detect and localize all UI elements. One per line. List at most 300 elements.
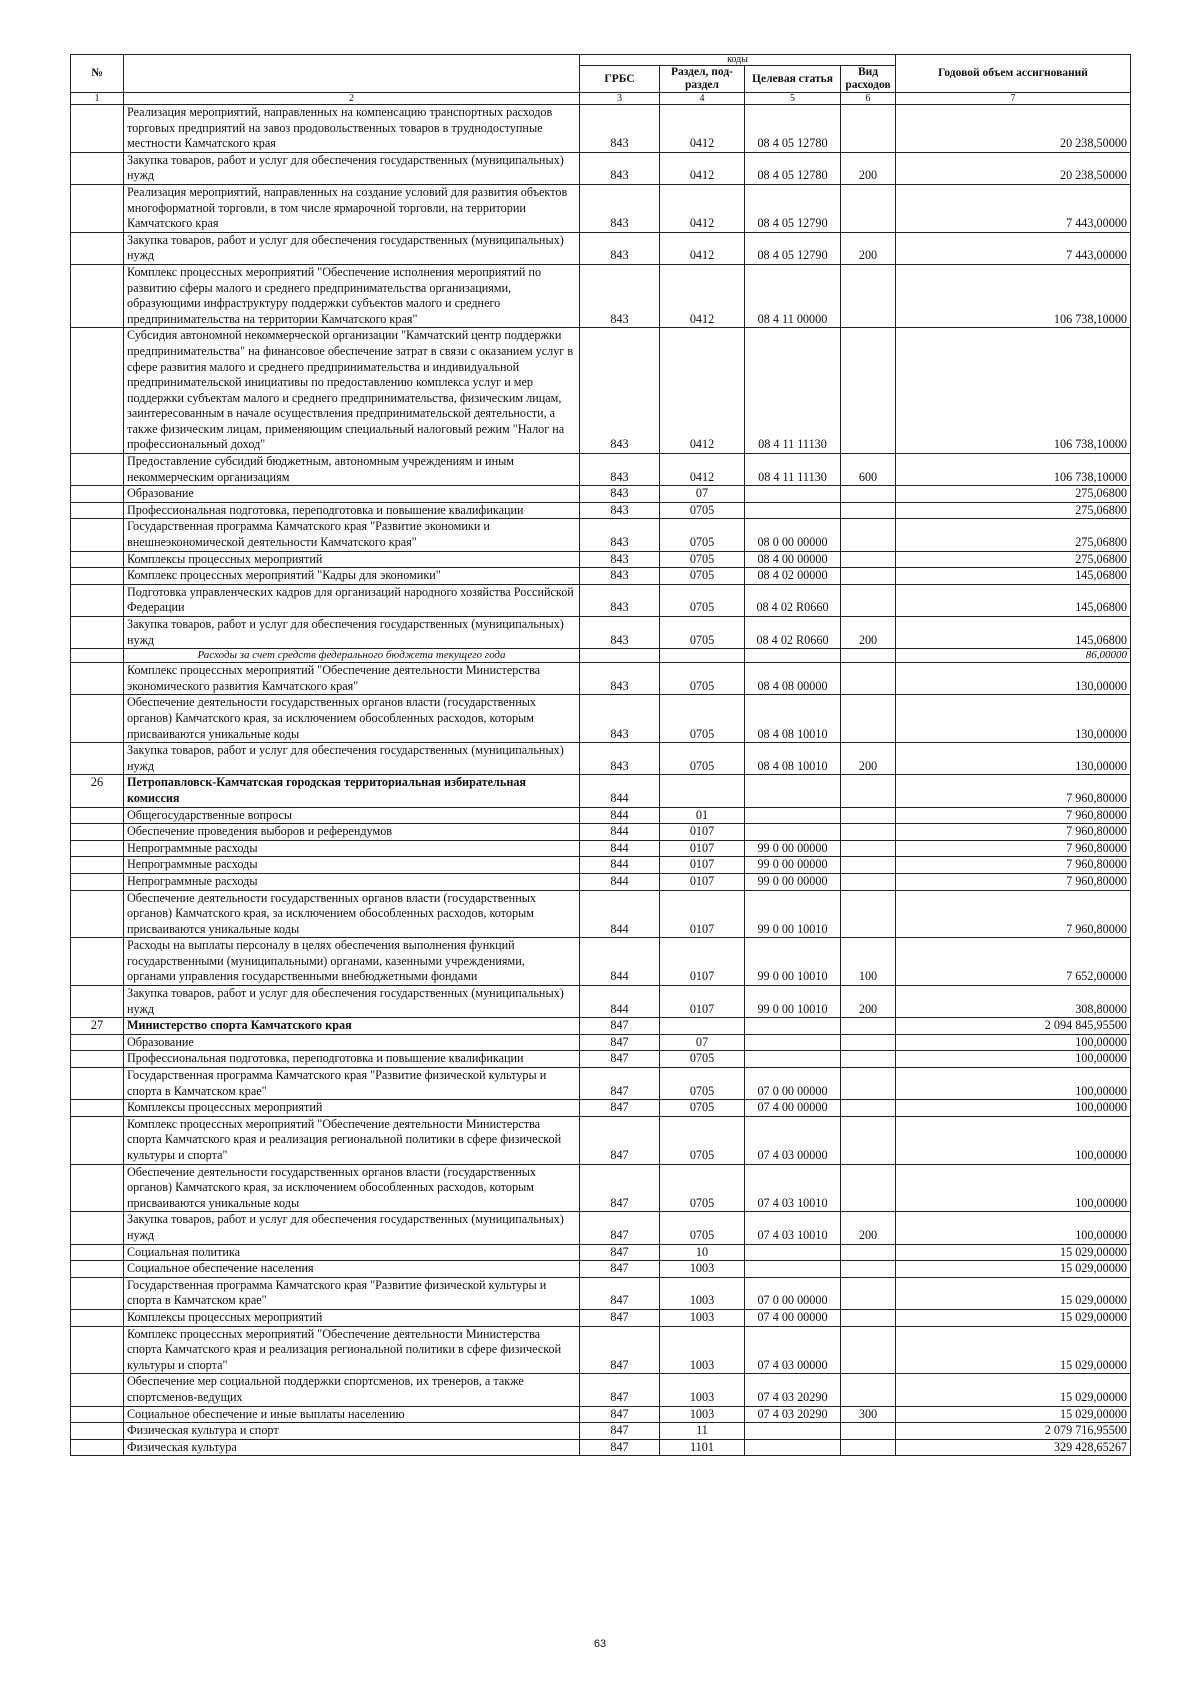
row-number xyxy=(71,890,124,938)
row-number xyxy=(71,502,124,519)
row-section: 0412 xyxy=(660,105,745,153)
row-name: Реализация мероприятий, направленных на создание условий для развития объектов многоформатной торговли, в том числе ярмарочной торговли, на территории Камчатского края xyxy=(124,184,580,232)
table-row xyxy=(71,184,1131,232)
row-section: 0705 xyxy=(660,551,745,568)
row-number xyxy=(71,1423,124,1440)
row-grbs: 847 xyxy=(580,1309,660,1326)
row-target xyxy=(745,1439,841,1456)
row-amount: 7 960,80000 xyxy=(896,775,1131,807)
table-row xyxy=(71,986,1131,1018)
row-number: 27 xyxy=(71,1018,124,1035)
row-name: Социальное обеспечение и иные выплаты населению xyxy=(124,1406,580,1423)
row-target: 08 0 00 00000 xyxy=(745,519,841,551)
row-amount: 15 029,00000 xyxy=(896,1277,1131,1309)
row-target xyxy=(745,1018,841,1035)
row-grbs: 843 xyxy=(580,519,660,551)
row-number xyxy=(71,232,124,264)
row-amount: 7 443,00000 xyxy=(896,184,1131,232)
row-type: 300 xyxy=(841,1406,896,1423)
row-type xyxy=(841,857,896,874)
row-target: 08 4 11 00000 xyxy=(745,264,841,327)
row-number xyxy=(71,1034,124,1051)
row-grbs: 844 xyxy=(580,807,660,824)
row-amount: 15 029,00000 xyxy=(896,1244,1131,1261)
row-name: Закупка товаров, работ и услуг для обеспечения государственных (муниципальных) нужд xyxy=(124,743,580,775)
row-type xyxy=(841,264,896,327)
row-amount: 275,06800 xyxy=(896,486,1131,503)
row-section: 07 xyxy=(660,486,745,503)
row-name: Закупка товаров, работ и услуг для обеспечения государственных (муниципальных) нужд xyxy=(124,1212,580,1244)
row-section: 0107 xyxy=(660,840,745,857)
row-name: Комплексы процессных мероприятий xyxy=(124,1309,580,1326)
row-section: 0705 xyxy=(660,568,745,585)
row-name: Петропавловск-Камчатская городская территориальная избирательная комиссия xyxy=(124,775,580,807)
row-number xyxy=(71,1164,124,1212)
row-name: Профессиональная подготовка, переподготовка и повышение квалификации xyxy=(124,502,580,519)
row-section: 1003 xyxy=(660,1261,745,1278)
row-number xyxy=(71,1100,124,1117)
row-type xyxy=(841,1116,896,1164)
row-type xyxy=(841,1374,896,1406)
row-section: 01 xyxy=(660,807,745,824)
row-number xyxy=(71,663,124,695)
row-grbs: 844 xyxy=(580,857,660,874)
row-grbs: 843 xyxy=(580,454,660,486)
row-target: 99 0 00 00000 xyxy=(745,840,841,857)
row-name: Обеспечение деятельности государственных органов власти (государственных органов) Камчатского края, за исключением обособленных расходов, которым присваиваются уникальные коды xyxy=(124,1164,580,1212)
row-target: 07 0 00 00000 xyxy=(745,1068,841,1100)
row-section: 0705 xyxy=(660,584,745,616)
row-name: Образование xyxy=(124,1034,580,1051)
row-name: Государственная программа Камчатского края "Развитие физической культуры и спорта в Камчатском крае" xyxy=(124,1068,580,1100)
row-name: Расходы за счет средств федерального бюджета текущего года xyxy=(124,649,580,663)
row-type: 100 xyxy=(841,938,896,986)
row-amount: 145,06800 xyxy=(896,617,1131,649)
row-grbs: 843 xyxy=(580,184,660,232)
row-amount: 7 652,00000 xyxy=(896,938,1131,986)
row-type xyxy=(841,695,896,743)
row-name: Физическая культура и спорт xyxy=(124,1423,580,1440)
colnum-2: 2 xyxy=(124,93,580,105)
row-type xyxy=(841,568,896,585)
row-section: 0412 xyxy=(660,232,745,264)
row-section: 0107 xyxy=(660,890,745,938)
row-number xyxy=(71,328,124,454)
row-section: 0412 xyxy=(660,454,745,486)
row-section: 0107 xyxy=(660,824,745,841)
table-row xyxy=(71,807,1131,824)
table-row xyxy=(71,551,1131,568)
budget-page xyxy=(70,54,1130,1456)
row-section xyxy=(660,649,745,663)
row-amount: 275,06800 xyxy=(896,551,1131,568)
row-number xyxy=(71,105,124,153)
row-number xyxy=(71,857,124,874)
header-column-numbers xyxy=(71,93,1131,105)
row-name: Комплекс процессных мероприятий "Кадры для экономики" xyxy=(124,568,580,585)
row-amount: 100,00000 xyxy=(896,1212,1131,1244)
row-type xyxy=(841,807,896,824)
row-type xyxy=(841,1261,896,1278)
row-amount: 145,06800 xyxy=(896,584,1131,616)
row-amount: 15 029,00000 xyxy=(896,1261,1131,1278)
row-type xyxy=(841,1244,896,1261)
row-name: Государственная программа Камчатского края "Развитие экономики и внешнеэкономической деятельности Камчатского края" xyxy=(124,519,580,551)
table-row xyxy=(71,649,1131,663)
row-type xyxy=(841,184,896,232)
row-number xyxy=(71,938,124,986)
row-target: 08 4 05 12790 xyxy=(745,232,841,264)
row-type xyxy=(841,486,896,503)
table-row xyxy=(71,890,1131,938)
row-target xyxy=(745,502,841,519)
row-target xyxy=(745,1423,841,1440)
row-name: Расходы на выплаты персоналу в целях обеспечения выполнения функций государственными (муниципальными) органами, казенными учреждениями, органами управления государственными внебюджетными фондами xyxy=(124,938,580,986)
row-target: 08 4 08 10010 xyxy=(745,695,841,743)
row-target: 08 4 11 11130 xyxy=(745,328,841,454)
row-amount: 100,00000 xyxy=(896,1051,1131,1068)
row-section xyxy=(660,1018,745,1035)
row-grbs: 847 xyxy=(580,1068,660,1100)
table-row xyxy=(71,617,1131,649)
row-target: 08 4 11 11130 xyxy=(745,454,841,486)
header-name xyxy=(124,55,580,93)
row-section: 0705 xyxy=(660,519,745,551)
row-type xyxy=(841,1164,896,1212)
row-target: 07 4 03 20290 xyxy=(745,1406,841,1423)
row-type xyxy=(841,840,896,857)
row-type xyxy=(841,1018,896,1035)
row-grbs: 847 xyxy=(580,1018,660,1035)
table-row xyxy=(71,1051,1131,1068)
row-name: Комплексы процессных мероприятий xyxy=(124,551,580,568)
row-type xyxy=(841,890,896,938)
row-name: Субсидия автономной некоммерческой организации "Камчатский центр поддержки предпринимательства" на финансовое обеспечение затрат в связи с оказанием услуг в сфере развития малого и среднего предпринимательства и индивидуальной предпринимательской инициативы по предоставлению комплекса услуг и мер поддержки субъектам малого и среднего предпринимательства, физическим лицам, заинтересованным в начале осуществления предпринимательской деятельности, а также физическим лицам, применяющим специальный налоговый режим "Налог на профессиональный доход" xyxy=(124,328,580,454)
row-type xyxy=(841,1051,896,1068)
table-row xyxy=(71,743,1131,775)
row-type xyxy=(841,328,896,454)
row-amount: 15 029,00000 xyxy=(896,1406,1131,1423)
row-amount: 145,06800 xyxy=(896,568,1131,585)
row-section: 0107 xyxy=(660,857,745,874)
row-target xyxy=(745,486,841,503)
row-name: Образование xyxy=(124,486,580,503)
row-name: Комплексы процессных мероприятий xyxy=(124,1100,580,1117)
row-target: 08 4 05 12790 xyxy=(745,184,841,232)
row-target: 07 4 03 00000 xyxy=(745,1326,841,1374)
table-row xyxy=(71,1212,1131,1244)
row-number xyxy=(71,824,124,841)
row-type xyxy=(841,1439,896,1456)
row-target: 07 0 00 00000 xyxy=(745,1277,841,1309)
table-row xyxy=(71,519,1131,551)
row-number xyxy=(71,264,124,327)
table-row xyxy=(71,105,1131,153)
row-amount: 7 960,80000 xyxy=(896,807,1131,824)
row-grbs: 843 xyxy=(580,663,660,695)
row-amount: 130,00000 xyxy=(896,695,1131,743)
row-amount: 7 960,80000 xyxy=(896,890,1131,938)
row-amount: 275,06800 xyxy=(896,519,1131,551)
row-type xyxy=(841,1034,896,1051)
row-grbs: 844 xyxy=(580,986,660,1018)
row-type xyxy=(841,873,896,890)
row-grbs: 843 xyxy=(580,105,660,153)
header-no: № xyxy=(71,55,124,93)
row-number xyxy=(71,1309,124,1326)
row-target: 99 0 00 00000 xyxy=(745,873,841,890)
row-name: Подготовка управленческих кадров для организаций народного хозяйства Российской Федерации xyxy=(124,584,580,616)
row-name: Обеспечение мер социальной поддержки спортсменов, их тренеров, а также спортсменов-ведущих xyxy=(124,1374,580,1406)
row-amount: 308,80000 xyxy=(896,986,1131,1018)
row-number: 26 xyxy=(71,775,124,807)
row-type xyxy=(841,105,896,153)
row-type xyxy=(841,1277,896,1309)
row-target xyxy=(745,807,841,824)
row-section: 0412 xyxy=(660,328,745,454)
budget-table xyxy=(70,54,1131,1456)
header-amount: Годовой объем ассигнований xyxy=(896,55,1131,93)
row-target: 07 4 03 00000 xyxy=(745,1116,841,1164)
row-amount: 106 738,10000 xyxy=(896,264,1131,327)
row-number xyxy=(71,152,124,184)
row-amount: 86,00000 xyxy=(896,649,1131,663)
row-type xyxy=(841,1068,896,1100)
page-number: 63 xyxy=(593,1638,607,1650)
table-row xyxy=(71,695,1131,743)
row-number xyxy=(71,1374,124,1406)
row-type xyxy=(841,1326,896,1374)
row-amount: 106 738,10000 xyxy=(896,328,1131,454)
row-target: 07 4 03 20290 xyxy=(745,1374,841,1406)
header-codes: коды xyxy=(580,55,896,66)
row-grbs: 847 xyxy=(580,1034,660,1051)
row-amount: 329 428,65267 xyxy=(896,1439,1131,1456)
row-name: Закупка товаров, работ и услуг для обеспечения государственных (муниципальных) нужд xyxy=(124,152,580,184)
row-name: Государственная программа Камчатского края "Развитие физической культуры и спорта в Камчатском крае" xyxy=(124,1277,580,1309)
row-target: 07 4 03 10010 xyxy=(745,1212,841,1244)
row-amount: 20 238,50000 xyxy=(896,152,1131,184)
row-type: 200 xyxy=(841,986,896,1018)
row-number xyxy=(71,184,124,232)
row-grbs: 847 xyxy=(580,1406,660,1423)
row-name: Обеспечение деятельности государственных органов власти (государственных органов) Камчатского края, за исключением обособленных расходов, которым присваиваются уникальные коды xyxy=(124,695,580,743)
row-name: Непрограммные расходы xyxy=(124,873,580,890)
row-amount: 100,00000 xyxy=(896,1034,1131,1051)
row-number xyxy=(71,1277,124,1309)
table-row xyxy=(71,1309,1131,1326)
row-number xyxy=(71,1116,124,1164)
row-grbs: 843 xyxy=(580,328,660,454)
table-body xyxy=(71,105,1131,1456)
row-number xyxy=(71,840,124,857)
row-amount: 100,00000 xyxy=(896,1164,1131,1212)
row-grbs: 847 xyxy=(580,1100,660,1117)
row-grbs: 843 xyxy=(580,584,660,616)
row-name: Комплекс процессных мероприятий "Обеспечение исполнения мероприятий по развитию сферы малого и среднего предпринимательства организациями, образующими инфраструктуру поддержки субъектов малого и среднего предпринимательства на территории Камчатского края" xyxy=(124,264,580,327)
row-number xyxy=(71,1406,124,1423)
colnum-3: 3 xyxy=(580,93,660,105)
row-grbs: 847 xyxy=(580,1261,660,1278)
row-type: 200 xyxy=(841,1212,896,1244)
row-name: Комплекс процессных мероприятий "Обеспечение деятельности Министерства спорта Камчатского края и реализация региональной политики в сфере физической культуры и спорта" xyxy=(124,1116,580,1164)
row-number xyxy=(71,873,124,890)
row-target: 08 4 05 12780 xyxy=(745,152,841,184)
row-number xyxy=(71,1051,124,1068)
row-section: 07 xyxy=(660,1034,745,1051)
row-section: 0705 xyxy=(660,1212,745,1244)
row-type xyxy=(841,775,896,807)
row-amount: 20 238,50000 xyxy=(896,105,1131,153)
row-grbs: 844 xyxy=(580,775,660,807)
table-row xyxy=(71,775,1131,807)
row-grbs: 847 xyxy=(580,1164,660,1212)
row-grbs: 843 xyxy=(580,743,660,775)
row-grbs: 843 xyxy=(580,486,660,503)
row-section: 1003 xyxy=(660,1406,745,1423)
row-name: Непрограммные расходы xyxy=(124,857,580,874)
row-target xyxy=(745,1051,841,1068)
row-grbs: 844 xyxy=(580,840,660,857)
row-name: Профессиональная подготовка, переподготовка и повышение квалификации xyxy=(124,1051,580,1068)
colnum-1: 1 xyxy=(71,93,124,105)
row-section: 0705 xyxy=(660,1116,745,1164)
table-row xyxy=(71,873,1131,890)
row-grbs: 844 xyxy=(580,938,660,986)
row-section: 0705 xyxy=(660,1068,745,1100)
row-type: 200 xyxy=(841,152,896,184)
colnum-7: 7 xyxy=(896,93,1131,105)
row-target xyxy=(745,1034,841,1051)
row-type: 200 xyxy=(841,617,896,649)
row-target xyxy=(745,824,841,841)
row-amount: 275,06800 xyxy=(896,502,1131,519)
row-name: Закупка товаров, работ и услуг для обеспечения государственных (муниципальных) нужд xyxy=(124,986,580,1018)
row-target: 99 0 00 10010 xyxy=(745,938,841,986)
table-row xyxy=(71,1100,1131,1117)
row-grbs: 843 xyxy=(580,568,660,585)
row-grbs: 843 xyxy=(580,502,660,519)
row-target: 99 0 00 10010 xyxy=(745,986,841,1018)
row-target: 07 4 00 00000 xyxy=(745,1100,841,1117)
table-row xyxy=(71,502,1131,519)
row-name: Закупка товаров, работ и услуг для обеспечения государственных (муниципальных) нужд xyxy=(124,232,580,264)
row-grbs: 843 xyxy=(580,152,660,184)
row-amount: 100,00000 xyxy=(896,1068,1131,1100)
table-row xyxy=(71,1068,1131,1100)
colnum-5: 5 xyxy=(745,93,841,105)
row-amount: 7 960,80000 xyxy=(896,824,1131,841)
row-section: 0107 xyxy=(660,986,745,1018)
row-section: 0107 xyxy=(660,873,745,890)
row-section: 0412 xyxy=(660,152,745,184)
row-number xyxy=(71,1326,124,1374)
row-number xyxy=(71,454,124,486)
header-grbs: ГРБС xyxy=(580,66,660,93)
row-grbs: 843 xyxy=(580,551,660,568)
row-type xyxy=(841,1100,896,1117)
colnum-6: 6 xyxy=(841,93,896,105)
row-grbs: 843 xyxy=(580,695,660,743)
row-type xyxy=(841,551,896,568)
row-type xyxy=(841,584,896,616)
row-type xyxy=(841,1309,896,1326)
table-row xyxy=(71,1244,1131,1261)
row-number xyxy=(71,695,124,743)
row-section: 0705 xyxy=(660,695,745,743)
row-section: 1003 xyxy=(660,1374,745,1406)
header-target: Целевая статья xyxy=(745,66,841,93)
table-row xyxy=(71,584,1131,616)
table-row xyxy=(71,486,1131,503)
row-grbs: 843 xyxy=(580,264,660,327)
header-type: Вид расходов xyxy=(841,66,896,93)
row-grbs: 843 xyxy=(580,232,660,264)
table-row xyxy=(71,232,1131,264)
row-name: Обеспечение проведения выборов и референдумов xyxy=(124,824,580,841)
row-number xyxy=(71,649,124,663)
row-section: 0705 xyxy=(660,502,745,519)
row-section: 0107 xyxy=(660,938,745,986)
row-number xyxy=(71,617,124,649)
row-number xyxy=(71,584,124,616)
row-amount: 106 738,10000 xyxy=(896,454,1131,486)
row-grbs: 847 xyxy=(580,1439,660,1456)
row-grbs: 847 xyxy=(580,1244,660,1261)
row-grbs: 844 xyxy=(580,824,660,841)
table-row xyxy=(71,568,1131,585)
row-section: 1003 xyxy=(660,1277,745,1309)
table-row xyxy=(71,264,1131,327)
row-target: 08 4 08 10010 xyxy=(745,743,841,775)
row-target: 99 0 00 10010 xyxy=(745,890,841,938)
row-target: 08 4 05 12780 xyxy=(745,105,841,153)
table-row xyxy=(71,1423,1131,1440)
table-row xyxy=(71,454,1131,486)
row-section: 1003 xyxy=(660,1309,745,1326)
row-amount: 15 029,00000 xyxy=(896,1374,1131,1406)
row-amount: 100,00000 xyxy=(896,1116,1131,1164)
row-target xyxy=(745,1244,841,1261)
table-row xyxy=(71,1164,1131,1212)
row-number xyxy=(71,519,124,551)
row-name: Предоставление субсидий бюджетным, автономным учреждениям и иным некоммерческим организациям xyxy=(124,454,580,486)
row-target: 08 4 00 00000 xyxy=(745,551,841,568)
row-type: 200 xyxy=(841,743,896,775)
row-section: 0705 xyxy=(660,743,745,775)
row-grbs: 847 xyxy=(580,1326,660,1374)
table-row xyxy=(71,1439,1131,1456)
row-number xyxy=(71,743,124,775)
row-section: 0705 xyxy=(660,1051,745,1068)
row-target: 08 4 02 00000 xyxy=(745,568,841,585)
row-name: Физическая культура xyxy=(124,1439,580,1456)
row-section: 0705 xyxy=(660,1100,745,1117)
row-target: 07 4 00 00000 xyxy=(745,1309,841,1326)
row-name: Социальная политика xyxy=(124,1244,580,1261)
row-name: Закупка товаров, работ и услуг для обеспечения государственных (муниципальных) нужд xyxy=(124,617,580,649)
row-number xyxy=(71,568,124,585)
row-type: 600 xyxy=(841,454,896,486)
row-number xyxy=(71,807,124,824)
table-row xyxy=(71,663,1131,695)
row-grbs: 847 xyxy=(580,1051,660,1068)
row-name: Комплекс процессных мероприятий "Обеспечение деятельности Министерства экономического развития Камчатского края" xyxy=(124,663,580,695)
row-amount: 2 094 845,95500 xyxy=(896,1018,1131,1035)
table-row xyxy=(71,1034,1131,1051)
row-grbs: 847 xyxy=(580,1423,660,1440)
table-row xyxy=(71,1018,1131,1035)
